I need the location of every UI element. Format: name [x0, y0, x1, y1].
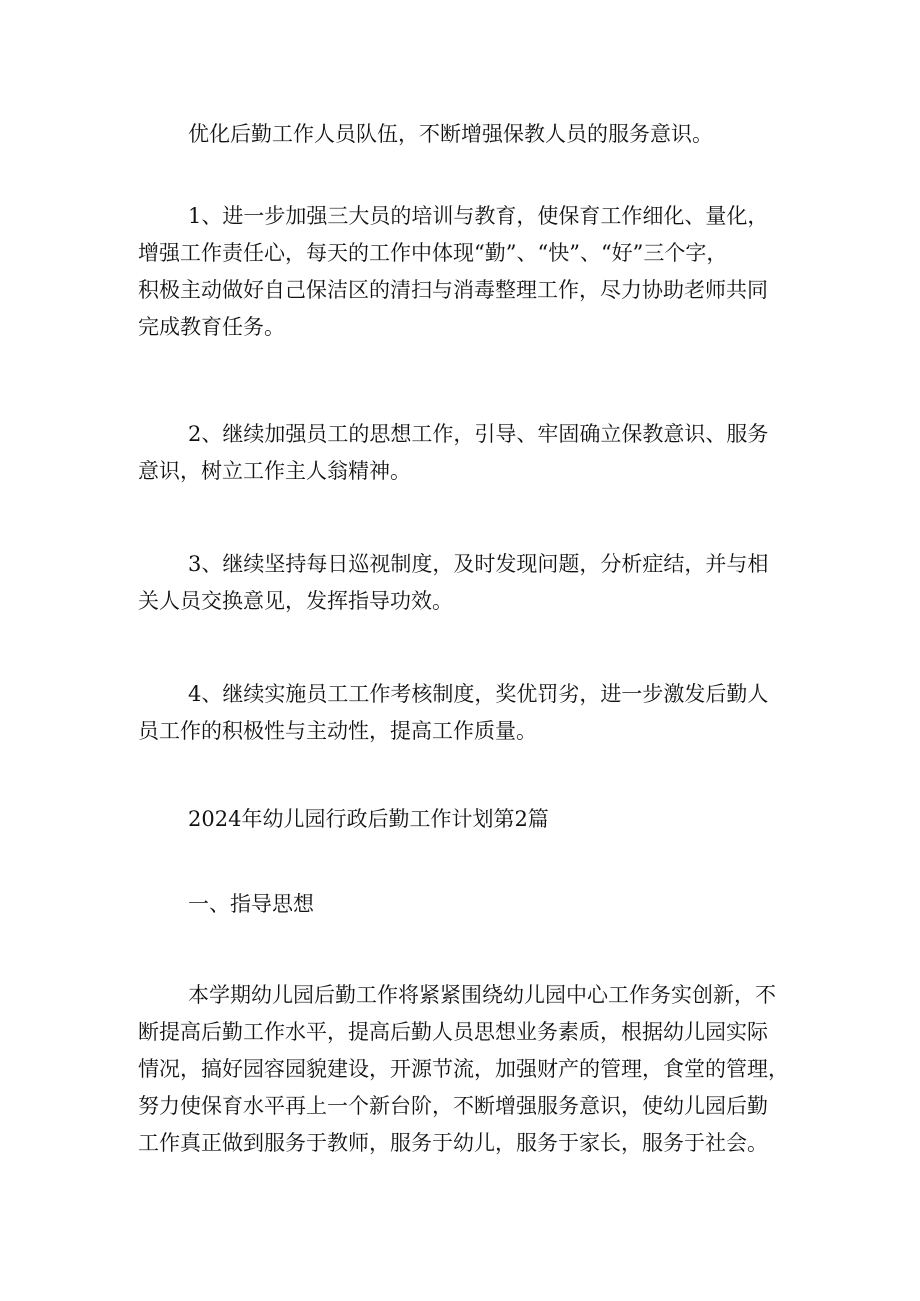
section-title [138, 801, 800, 838]
text-line: 员工作的积极性与主动性，提高工作质量。 [138, 719, 537, 743]
text-line: 工作真正做到服务于教师，服务于幼儿，服务于家长，服务于社会。 [138, 1131, 768, 1155]
section-heading [138, 886, 800, 923]
text-line: 2024年幼儿园行政后勤工作计划第2篇 [188, 807, 549, 831]
text-line: 断提高后勤工作水平，提高后勤人员思想业务素质，根据幼儿园实际 [138, 1020, 768, 1044]
text-line: 增强工作责任心，每天的工作中体现“勤”、“快”、“好”三个字， [138, 241, 728, 265]
text-line: 积极主动做好自己保洁区的清扫与消毒整理工作，尽力协助老师共同 [138, 278, 768, 302]
text-line: 一、指导思想 [188, 892, 314, 916]
paragraph-intro [138, 116, 800, 153]
text-line: 本学期幼儿园后勤工作将紧紧围绕幼儿园中心工作务实创新，不 [188, 983, 776, 1007]
text-line: 关人员交换意见，发挥指导功效。 [138, 589, 453, 613]
text-line: 努力使保育水平再上一个新台阶，不断增强服务意识，使幼儿园后勤 [138, 1094, 768, 1118]
text-line: 优化后勤工作人员队伍，不断增强保教人员的服务意识。 [188, 122, 713, 146]
text-line: 情况，搞好园容园貌建设，开源节流，加强财产的管理，食堂的管理， [138, 1057, 789, 1081]
paragraph-item-2 [138, 416, 800, 490]
paragraph-item-4 [138, 676, 800, 750]
text-line: 1、进一步加强三大员的培训与教育，使保育工作细化、量化， [188, 204, 769, 228]
paragraph-item-1 [138, 198, 800, 346]
paragraph-item-3 [138, 546, 800, 620]
text-line: 3、继续坚持每日巡视制度，及时发现问题，分析症结，并与相 [188, 552, 769, 576]
text-line: 完成教育任务。 [138, 315, 285, 339]
paragraph-guiding-thought [138, 977, 800, 1162]
text-line: 2、继续加强员工的思想工作，引导、牢固确立保教意识、服务 [188, 422, 769, 446]
text-line: 意识，树立工作主人翁精神。 [138, 459, 411, 483]
text-line: 4、继续实施员工工作考核制度，奖优罚劣，进一步激发后勤人 [188, 682, 769, 706]
